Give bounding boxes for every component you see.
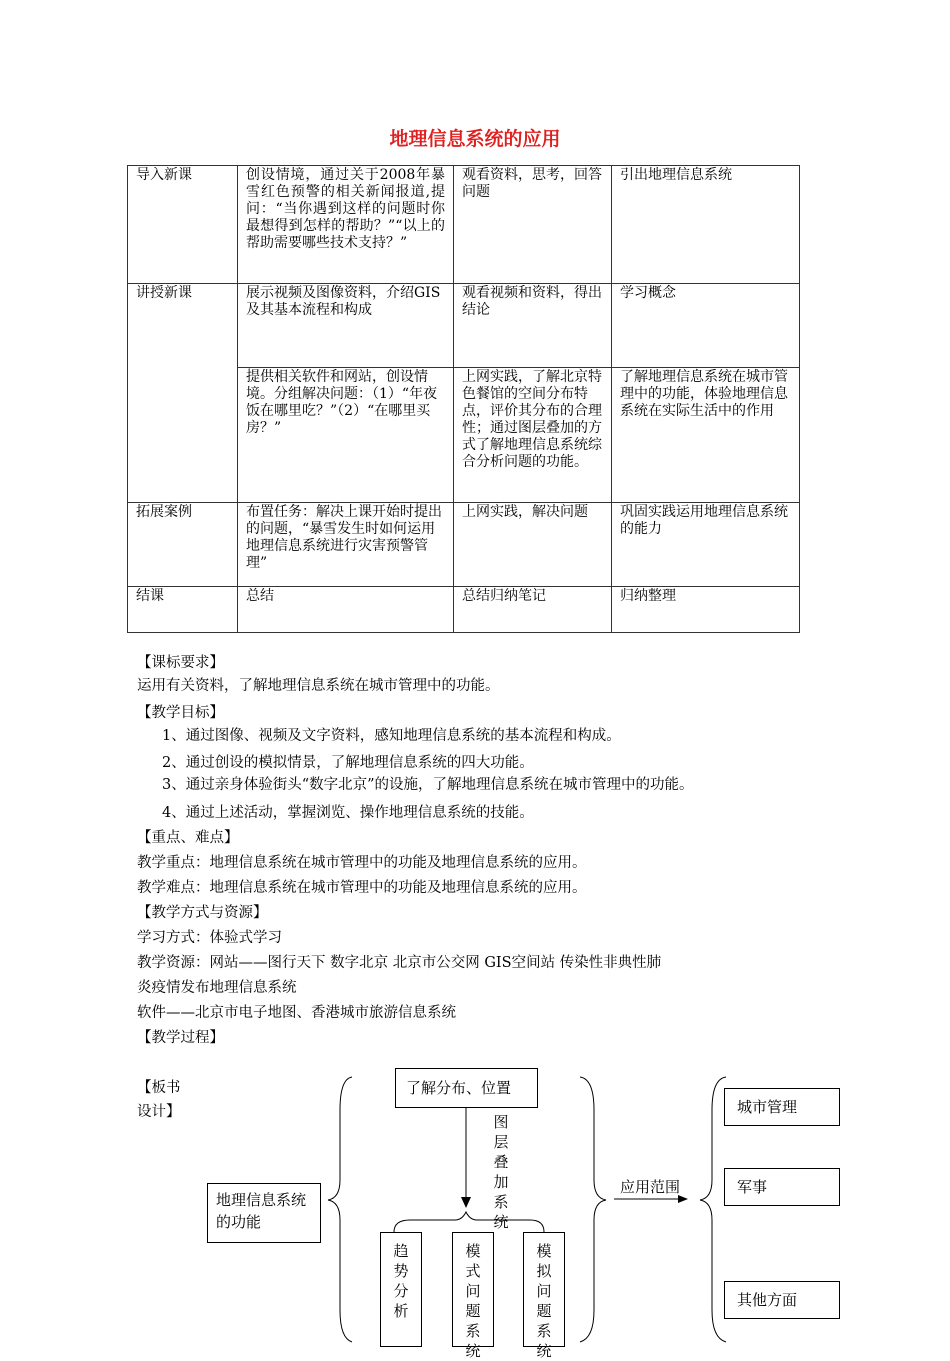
table-cell: 提供相关软件和网站，创设情境。分组解决问题：（1）“年夜饭在哪里吃？”（2）“在哪里买房？” — [238, 368, 454, 503]
sub-brace — [394, 1212, 544, 1232]
goal-item: 2、通过创设的模拟情景，了解地理信息系统的四大功能。 — [162, 755, 534, 771]
table-cell: 总结 — [238, 587, 454, 633]
standard-heading: 【课标要求】 — [137, 655, 224, 671]
down-arrow-head — [461, 1197, 471, 1208]
table-cell: 总结归纳笔记 — [454, 587, 612, 633]
table-cell: 展示视频及图像资料，介绍GIS及其基本流程和构成 — [238, 284, 454, 368]
sub-box-simulation: 模拟问题系统 — [523, 1232, 565, 1347]
goal-item: 1、通过图像、视频及文字资料，感知地理信息系统的基本流程和构成。 — [162, 728, 621, 744]
application-box-city: 城市管理 — [724, 1088, 840, 1126]
table-cell: 观看资料，思考，回答问题 — [454, 166, 612, 284]
key-heading: 【重点、难点】 — [137, 830, 239, 846]
right-brace — [580, 1077, 606, 1342]
table-cell: 导入新课 — [128, 166, 238, 284]
standard-text: 运用有关资料，了解地理信息系统在城市管理中的功能。 — [137, 678, 500, 694]
board-label: 【板书 — [137, 1080, 181, 1096]
goal-item: 4、通过上述活动，掌握浏览、操作地理信息系统的技能。 — [162, 805, 534, 821]
arrow-label: 图层叠加系统 — [493, 1113, 509, 1231]
range-label: 应用范围 — [620, 1178, 681, 1196]
table-cell: 拓展案例 — [128, 503, 238, 587]
table-cell: 上网实践，了解北京特色餐馆的空间分布特点，评价其分布的合理性；通过图层叠加的方式了解地理信息系统综合分析问题的功能。 — [454, 368, 612, 503]
process-heading: 【教学过程】 — [137, 1030, 224, 1046]
software-text: 软件——北京市电子地图、香港城市旅游信息系统 — [137, 1005, 456, 1021]
resources-text: 教学资源：网站——图行天下 数字北京 北京市公交网 GIS空间站 传染性非典性肺 — [137, 955, 662, 971]
key-point: 教学重点：地理信息系统在城市管理中的功能及地理信息系统的应用。 — [137, 855, 587, 871]
method-text: 学习方式：体验式学习 — [137, 930, 282, 946]
table-cell: 创设情境，通过关于2008年暴雪红色预警的相关新闻报道,提问：“当你遇到这样的问题时你最想得到怎样的帮助？”“以上的帮助需要哪些技术支持？” — [238, 166, 454, 284]
table-cell: 了解地理信息系统在城市管理中的功能，体验地理信息系统在实际生活中的作用 — [612, 368, 800, 503]
sub-box-pattern: 模式问题系统 — [452, 1232, 494, 1347]
application-brace — [700, 1077, 726, 1342]
top-distribution-box: 了解分布、位置 — [395, 1068, 538, 1108]
method-heading: 【教学方式与资源】 — [137, 905, 268, 921]
table-cell: 结课 — [128, 587, 238, 633]
table-cell: 讲授新课 — [128, 284, 238, 503]
table-cell: 归纳整理 — [612, 587, 800, 633]
table-cell: 学习概念 — [612, 284, 800, 368]
application-box-military: 军事 — [724, 1168, 840, 1206]
resources-text-cont: 炎疫情发布地理信息系统 — [137, 980, 297, 996]
table-cell: 上网实践，解决问题 — [454, 503, 612, 587]
sub-box-trend: 趋势分析 — [380, 1232, 422, 1347]
goal-item: 3、通过亲身体验街头“数字北京”的设施，了解地理信息系统在城市管理中的功能。 — [162, 777, 694, 793]
board-label-cont: 设计】 — [137, 1104, 181, 1120]
page-title: 地理信息系统的应用 — [389, 128, 561, 150]
table-cell: 引出地理信息系统 — [612, 166, 800, 284]
table-cell: 布置任务：解决上课开始时提出的问题，“暴雪发生时如何运用地理信息系统进行灾害预警管理” — [238, 503, 454, 587]
difficult-point: 教学难点：地理信息系统在城市管理中的功能及地理信息系统的应用。 — [137, 880, 587, 896]
application-box-other: 其他方面 — [724, 1281, 840, 1319]
center-function-box: 地理信息系统的功能 — [207, 1183, 321, 1243]
left-brace — [328, 1077, 352, 1342]
goals-heading: 【教学目标】 — [137, 705, 224, 721]
table-cell: 观看视频和资料，得出结论 — [454, 284, 612, 368]
table-cell: 巩固实践运用地理信息系统的能力 — [612, 503, 800, 587]
